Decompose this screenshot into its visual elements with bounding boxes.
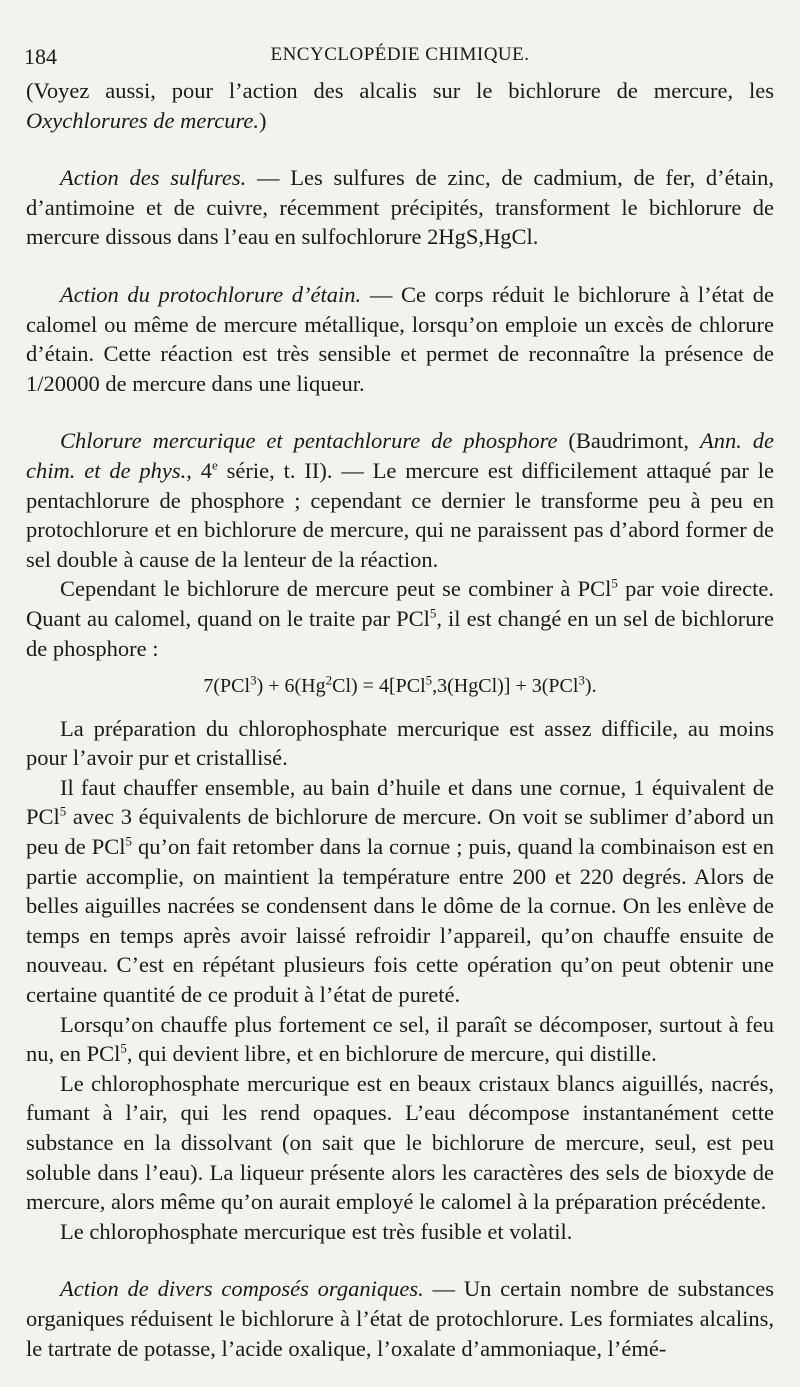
paragraph-action-protochlorure-etain — [26, 280, 774, 398]
section-heading: Action de divers composés organiques. — [60, 1276, 424, 1302]
section-heading: Chlorure mercurique et pentachlorure de phosphore — [60, 428, 558, 454]
paragraph-composes-organiques — [26, 1274, 774, 1363]
section-heading: Action des sulfures. — [60, 165, 247, 191]
text-run: série, t. II). — Le mercure est difficilement attaqué par le pentachlorure de phosphore ; cependant ce dernier le transforme peu à peu en protochlorure et en bichlorure de mercure, qui ne paraissent pas d’abord former de sel double à cause de la lenteur de la réaction. — [26, 457, 774, 572]
text-run: ) — [259, 107, 267, 133]
paragraph-preparation: La préparation du chlorophosphate mercurique est assez difficile, au moins pour l’avoir pur et cristallisé. — [26, 715, 774, 771]
text-run: par voie directe. Quant au calomel, quand on le traite par PCl — [26, 576, 775, 631]
text-run: qu’on fait retomber dans la cornue ; puis, quand la combinaison est en partie accomplie, on maintient la température entre 200 et 220 degrés. Alors de belles aiguilles nacrées se condensent dans le dôme de la cornue. On les enlève de temps en temps après avoir laissé refroidir l’appareil, qu’on chauffe ensuite de nouveau. C’est en répétant plusieurs fois cette opération qu’on peut obtenir une certaine quantité de ce produit à l’état de pureté. — [26, 834, 774, 1008]
superscript: 3 — [578, 672, 585, 688]
cross-reference: Oxychlorures de mercure. — [26, 107, 260, 133]
paragraph-text: — Les sulfures de zinc, de cadmium, de fer, d’étain, d’antimoine et de cuivre, récemment précipités, transforment le bichlorure de mercure dissous dans l’eau en sulfochlorure 2HgS,HgCl. — [26, 165, 774, 250]
superscript: 2 — [325, 672, 333, 688]
superscript: 5 — [425, 672, 433, 688]
page-number: 184 — [24, 44, 57, 69]
equation-part: Cl) = 4[PCl — [332, 675, 426, 698]
chemical-equation — [26, 672, 774, 702]
text-run: Il faut chauffer ensemble, au bain d’huile et dans une cornue, 1 équivalent de PCl — [26, 774, 774, 830]
superscript: 5 — [125, 833, 132, 849]
superscript: e — [212, 457, 218, 473]
text-run: , 4 — [186, 457, 213, 483]
paragraph-methode — [26, 773, 774, 1010]
text-run: Lorsqu’on chauffe plus fortement ce sel, il paraît se décomposer, surtout à feu nu, en PCl — [26, 1011, 774, 1067]
equation-part: ,3(HgCl)] + 3(PCl — [432, 675, 579, 698]
page-header — [24, 44, 776, 70]
text-run: Cependant le bichlorure de mercure peut se combiner à PCl — [60, 576, 612, 602]
superscript: 5 — [59, 803, 67, 819]
paragraph-decomposition — [26, 1010, 774, 1069]
equation-part: ). — [584, 675, 597, 698]
paragraph-combinaison-directe — [26, 574, 774, 663]
paragraph-proprietes: Le chlorophosphate mercurique est en beaux cristaux blancs aiguillés, nacrés, fumant à l’air, qui les rend opaques. L’eau décompose instantanément cette substance en la dissolvant (on sait que le bichlorure de mercure, seul, est peu soluble dans l’eau). La liqueur présente alors les caractères des sels de bioxyde de mercure, alors même qu’on aurait employé le calomel à la préparation précédente. — [26, 1070, 774, 1215]
paragraph-text: — Ce corps réduit le bichlorure à l’état de calomel ou même de mercure métallique, lorsqu’on emploie un excès de chlorure d’étain. Cette réaction est très sensible et permet de reconnaître la présence de 1/20000 de mercure dans une liqueur. — [26, 281, 774, 396]
superscript: 5 — [429, 605, 437, 621]
text-run: avec 3 équivalents de bichlorure de mercure. On voit se sublimer d’abord un peu de PCl — [26, 804, 774, 860]
superscript: 3 — [250, 672, 257, 688]
text-run: , qui devient libre, et en bichlorure de mercure, qui distille. — [126, 1041, 657, 1067]
paragraph-fusibilite: Le chlorophosphate mercurique est très fusible et volatil. — [60, 1218, 573, 1244]
superscript: 5 — [120, 1040, 127, 1056]
page-body — [26, 76, 774, 1363]
paragraph-oxychlorures-note — [26, 76, 774, 135]
paragraph-text: — Un certain nombre de substances organiques réduisent le bichlorure à l’état de protochlorure. Les formiates alcalins, le tartrate de potasse, l’acide oxalique, l’oxalate d’ammoniaque, l’émé- — [26, 1276, 774, 1361]
text-run: (Voyez aussi, pour l’action des alcalis sur le bichlorure de mercure, les — [26, 78, 774, 103]
text-run: , il est changé en un sel de bichlorure de phosphore : — [26, 605, 774, 661]
superscript: 5 — [611, 575, 618, 591]
paragraph-action-sulfures — [26, 163, 774, 252]
running-head: ENCYCLOPÉDIE CHIMIQUE. — [270, 44, 530, 65]
text-run: (Baudrimont, — [557, 428, 700, 454]
equation-part: 7(PCl — [203, 675, 251, 698]
section-heading: Action du protochlorure d’étain. — [60, 281, 362, 307]
equation-part: ) + 6(Hg — [256, 675, 326, 698]
paragraph-chlorure-pentachlorure — [26, 426, 774, 574]
citation-title: Ann. de chim. et de phys. — [26, 428, 775, 483]
